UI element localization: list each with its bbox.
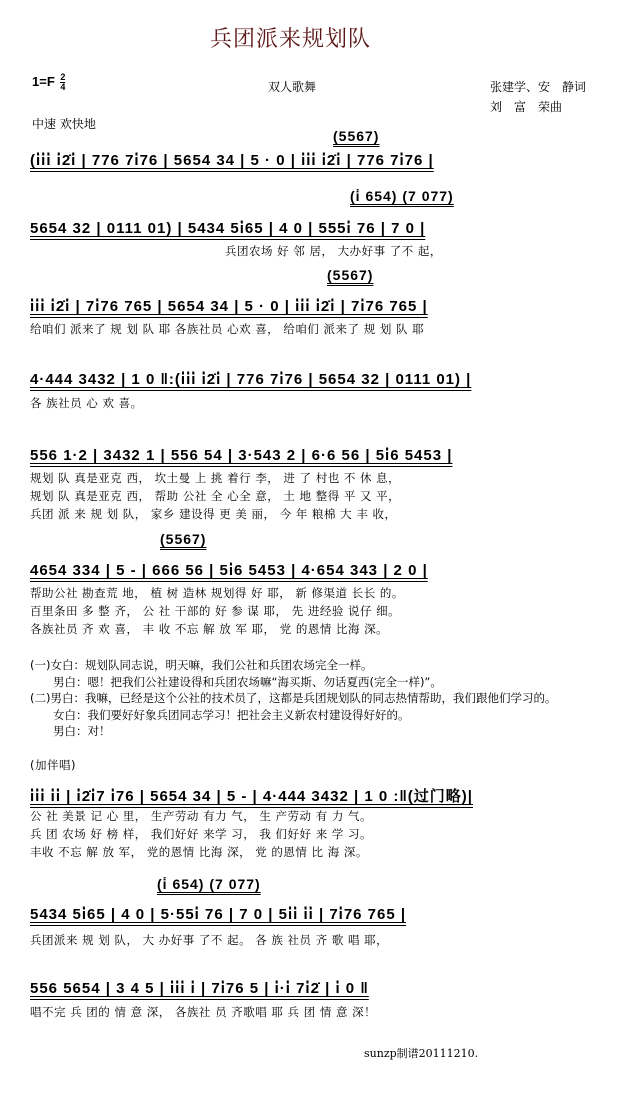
key-time-signature — [32, 73, 65, 92]
notation-line: 5654 32 | 0111 01) | 5434 5i̇65 | 4 0 | 555i̇ 76 | 7 0 | — [30, 220, 426, 237]
intro-bracket: (i̇ 654) (7 077) — [157, 876, 261, 892]
dialogue-line: 男白：嗯！把我们公社建设得和兵团农场嘛“海买斯、勿话夏西(完全一样)”。 — [30, 674, 442, 689]
lyric-line: 规划 队 真是亚克 西， 帮助 公社 全 心全 意， 土 地 整得 平 又 平， — [30, 489, 401, 503]
lyric-line: 公 社 美景 记 心 里， 生产劳动 有力 气， 生 产劳动 有 力 气。 — [30, 809, 373, 823]
lyric-line: 给咱们 派来了 规 划 队 耶 各族社员 心欢 喜， 给咱们 派来了 规 划 队 耶 — [30, 322, 425, 336]
notation-line: (i̇i̇i̇ i̇2̇i̇ | 776 7i̇76 | 5654 34 | 5 · 0 | i̇i̇i̇ i̇2̇i̇ | 776 7i̇76 | — [30, 152, 434, 169]
genre-label: 双人歌舞 — [268, 80, 317, 94]
lyric-line: 帮助公社 勘查荒 地， 植 树 造林 规划得 好 耶， 新 修渠道 长长 的。 — [30, 586, 404, 600]
section-label: (加伴唱) — [30, 758, 76, 772]
intro-bracket: (5567) — [160, 531, 207, 547]
notation-line: 556 1·2 | 3432 1 | 556 54 | 3·543 2 | 6·6 56 | 5i̇6 5453 | — [30, 447, 453, 464]
time-signature: $\frac{2}{4}$ — [60, 72, 66, 92]
lyric-line: 兵团 派 来 规 划 队， 家乡 建设得 更 美 丽， 今 年 粮棉 大 丰 收， — [30, 507, 397, 521]
notation-line: 556 5654 | 3 4 5 | i̇i̇i̇ i̇ | 7i̇76 5 | i̇·i̇ 7i̇2̇ | i̇ 0 ‖ — [30, 980, 369, 997]
intro-bracket: (i̇ 654) (7 077) — [350, 188, 454, 204]
notation-line: 5434 5i̇65 | 4 0 | 5·55i̇ 76 | 7 0 | 5i̇i̇ i̇i̇ | 7i̇76 765 | — [30, 906, 407, 923]
lyric-line: 规划 队 真是亚克 西， 坎土曼 上 挑 着行 李， 进 了 村也 不 休 息， — [30, 471, 401, 485]
dialogue-line: (一)女白：规划队同志说，明天嘛，我们公社和兵团农场完全一样。 — [30, 658, 373, 672]
key-signature: 1=F — [32, 73, 55, 89]
lyric-line: 各 族社员 心 欢 喜。 — [30, 396, 143, 410]
transcriber-credit: sunzp制谱20111210. — [364, 1047, 479, 1060]
song-title: 兵团派来规划队 — [210, 27, 372, 52]
notation-line: i̇i̇i̇ i̇i̇ | i̇2̇i̇7 i̇76 | 5654 34 | 5 - | 4·444 3432 | 1 0 :‖(过门略)| — [30, 788, 473, 805]
lyric-line: 丰收 不忘 解 放 军， 党的恩情 比海 深， 党 的恩情 比 海 深。 — [30, 845, 368, 859]
tempo-marking: 中速 欢快地 — [32, 117, 96, 131]
composer-credit: 刘 富 荣曲 — [490, 100, 563, 114]
lyric-line: 兵团农场 好 邻 居， 大办好事 了不 起， — [225, 244, 442, 258]
lyric-line: 百里条田 多 整 齐， 公 社 干部的 好 参 谋 耶， 先 进经验 说仔 细。 — [30, 604, 401, 618]
intro-bracket: (5567) — [327, 267, 374, 283]
notation-line: i̇i̇i̇ i̇2̇i̇ | 7i̇76 765 | 5654 34 | 5 · 0 | i̇i̇i̇ i̇2̇i̇ | 7i̇76 765 | — [30, 298, 428, 315]
lyric-line: 兵团派来 规 划 队， 大 办好事 了不 起。 各 族 社员 齐 歌 唱 耶， — [30, 933, 389, 947]
dialogue-block — [30, 657, 556, 740]
lyric-line: 各族社员 齐 欢 喜， 丰 收 不忘 解 放 军 耶， 党 的恩情 比海 深。 — [30, 622, 389, 636]
dialogue-line: 女白：我们要好好象兵团同志学习！把社会主义新农村建设得好好的。 — [30, 707, 410, 722]
notation-line: 4·444 3432 | 1 0 ‖:(i̇i̇i̇ i̇2̇i̇ | 776 7i̇76 | 5654 32 | 0111 01) | — [30, 371, 472, 388]
intro-bracket: (5567) — [333, 128, 380, 144]
lyric-line: 兵 团 农场 好 榜 样， 我们好好 来学 习， 我 们好好 来 学 习。 — [30, 827, 373, 841]
notation-line: 4654 334 | 5 - | 666 56 | 5i̇6 5453 | 4·654 343 | 2 0 | — [30, 562, 428, 579]
dialogue-line: 男白：对！ — [30, 724, 111, 738]
dialogue-line: (二)男白：我嘛，已经是这个公社的技术员了，这都是兵团规划队的同志热情帮助，我们跟他们学习的。 — [30, 691, 557, 705]
lyric-line: 唱不完 兵 团的 情 意 深， 各族社 员 齐歌唱 耶 兵 团 情 意 深！ — [30, 1005, 377, 1019]
lyricist-credit: 张建学、安 静词 — [490, 80, 587, 94]
